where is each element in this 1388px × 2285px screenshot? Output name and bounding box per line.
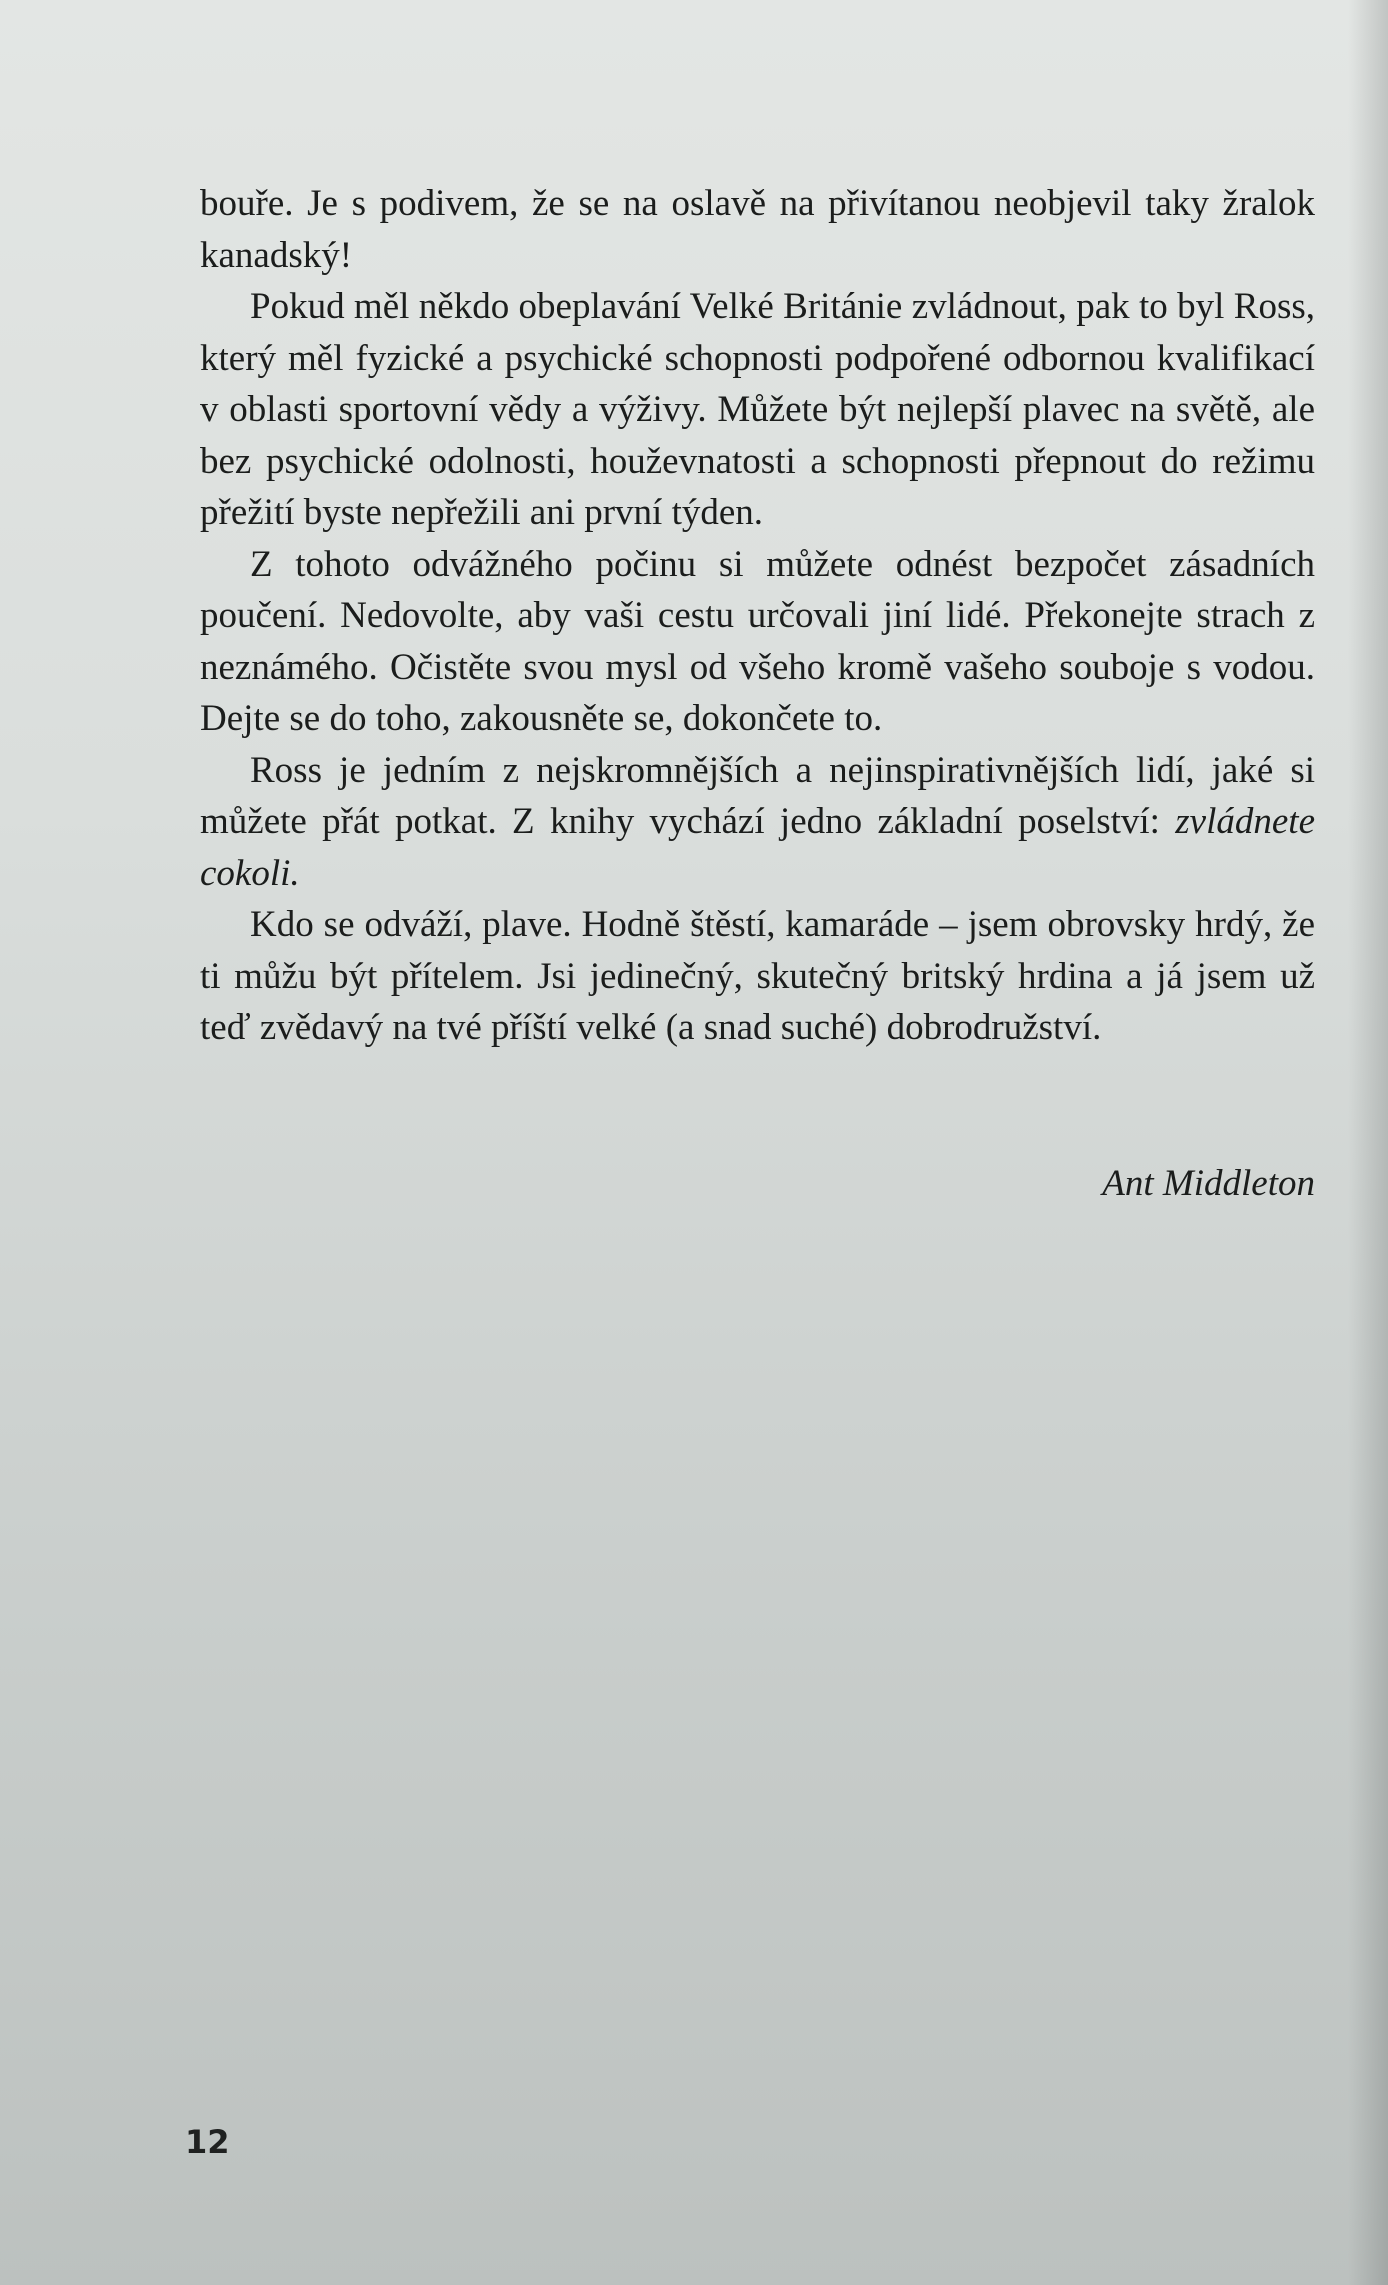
paragraph-4-italic: zvládnete cokoli. (200, 801, 1315, 894)
paragraph-4-text: Ross je jedním z nejskromnějších a nejinspirativnějších lidí, jaké si můžete přát potkat. Z knihy vychází jedno základní poselství: (200, 749, 1315, 842)
page-edge-shadow (1348, 0, 1388, 2285)
foreword-body (200, 178, 1315, 1054)
paragraph-3: Z tohoto odvážného počinu si můžete odnést bezpočet zásadních poučení. Nedovolte, aby vaši cestu určovali jiní lidé. Překonejte strach z neznámého. Očistěte svou mysl od všeho kromě vašeho souboje s vodou. Dejte se do toho, zakousněte se, dokončete to. (200, 543, 1315, 739)
page-number: 12 (185, 2123, 230, 2161)
paragraph-1: bouře. Je s podivem, že se na oslavě na přivítanou neobjevil taky žralok kanadský! (200, 183, 1315, 276)
paragraph-4 (200, 745, 1315, 900)
paragraph-2: Pokud měl někdo obeplavání Velké Británie zvládnout, pak to byl Ross, který měl fyzické a psychické schopnosti podpořené odbornou kvalifikací v oblasti sportovní vědy a výživy. Můžete být nejlepší plavec na světě, ale bez psychické odolnosti, houževnatosti a schopnosti přepnout do režimu přežití byste nepřežili ani první týden. (200, 286, 1315, 533)
paragraph-5: Kdo se odváží, plave. Hodně štěstí, kamaráde – jsem obrovsky hrdý, že ti můžu být přítelem. Jsi jedinečný, skutečný britský hrdina a já jsem už teď zvědavý na tvé příští velké (a snad suché) dobrodružství. (200, 904, 1315, 1048)
author-signature: Ant Middleton (1102, 1163, 1315, 1204)
